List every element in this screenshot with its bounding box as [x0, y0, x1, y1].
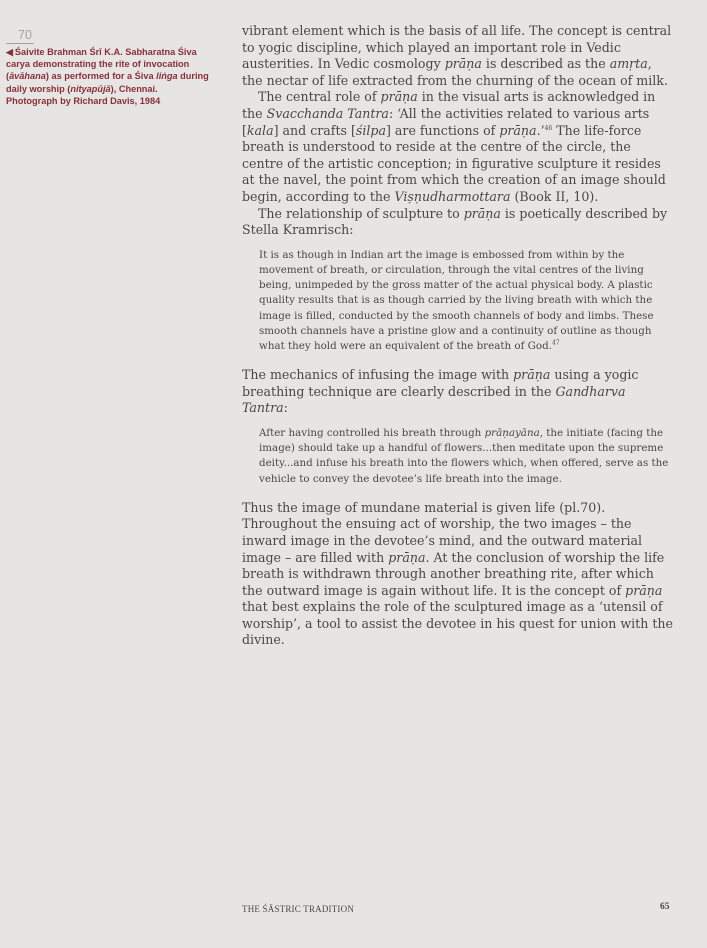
- body-paragraph: The central role of prāṇa in the visual arts is acknowledged in the Svacchanda Tantra: ‘All the activities related to various arts [kala] and crafts [śilpa] are functions of prāṇa.’$^{46}$ The life-force breath is understood to reside at the centre of the circle, the centre of the artistic conception; in figurative sculpture it resides at the navel, the point from which the creation of an image should begin, according to the Viṣṇudharmottara (Book II, 10).: [242, 89, 666, 204]
- caption-text: Śaivite Brahman Śrī K.A. Sabharatna Śiva carya demonstrating the rite of invocation (: [6, 47, 197, 82]
- plate-caption: [6, 46, 211, 107]
- footnote-ref: 47: [551, 339, 560, 347]
- block-quote: It is as though in Indian art the image is embossed from within by the movement of breath, or circulation, through the vital centres of the living being, unimpeded by the gross matter of the actual physical body. A plastic quality results that is as though carried by the living breath with which the image is filled, conducted by the smooth channels of body and limbs. These smooth channels have a pristine glow and a continuity of outline as though what they hold were an equivalent of the breath of God.$^{47}$: [259, 248, 654, 352]
- caption-text: ) as performed for a Śiva: [45, 71, 157, 82]
- plate-caption-block: [6, 26, 211, 107]
- body-paragraph: Thus the image of mundane material is given life (pl.70). Throughout the ensuing act of worship, the two images – the inward image in the devotee’s mind, and the outward material image – are filled with prāṇa. At the conclusion of worship the life breath is withdrawn through another breathing rite, after which the outward image is again without life. It is the concept of prāṇa that best explains the role of the sculptured image as a ‘utensil of worship’, a tool to assist the devotee in his quest for union with the divine.: [242, 499, 673, 648]
- body-paragraph: The relationship of sculpture to prāṇa is poetically described by Stella Kramrisch:: [242, 205, 668, 238]
- page-number: 65: [660, 902, 670, 912]
- running-footer-title: THE ŚĀSTRIC TRADITION: [242, 904, 355, 914]
- caption-term: nityapūjā: [70, 83, 111, 94]
- caption-term: liṅga: [156, 71, 178, 82]
- plate-number: 70: [6, 28, 34, 44]
- body-paragraph: vibrant element which is the basis of all life. The concept is central to yogic discipline, which played an important role in Vedic austerities. In Vedic cosmology prāṇa is described as the amṛta, the nectar of life extracted from the churning of the ocean of milk.: [242, 23, 672, 88]
- left-arrow-icon: ◀: [6, 47, 13, 57]
- main-text-column: [242, 23, 674, 649]
- block-quote: After having controlled his breath through prāṇayāna, the initiate (facing the image) should take up a handful of flowers...then meditate upon the supreme deity...and infuse his breath into the flowers which, when offered, serve as the vehicle to convey the devotee’s life breath into the image.: [259, 426, 669, 485]
- caption-term: āvāhana: [9, 71, 46, 82]
- footnote-ref: 46: [544, 124, 553, 132]
- caption-text: ), Chennai. Photograph by Richard Davis, 1984: [6, 83, 161, 106]
- caption-text: during daily worship (: [6, 71, 209, 94]
- body-paragraph: The mechanics of infusing the image with prāṇa using a yogic breathing technique are clearly described in the Gandharva Tantra:: [242, 367, 639, 416]
